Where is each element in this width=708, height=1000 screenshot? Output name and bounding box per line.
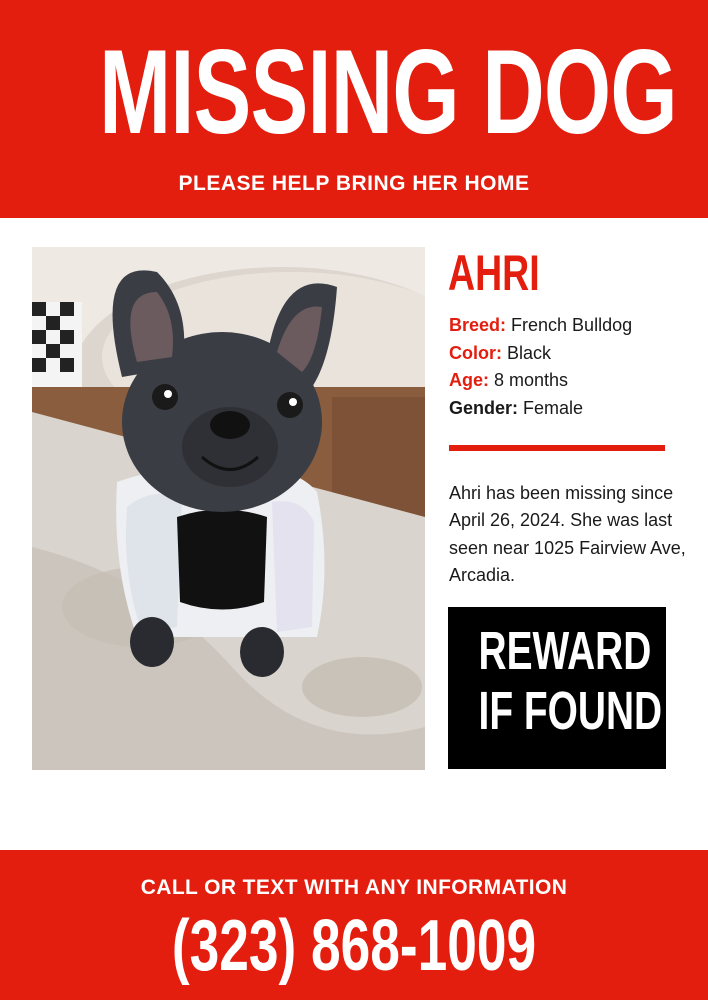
checkered-pillow	[32, 302, 82, 392]
contact-label: CALL OR TEXT WITH ANY INFORMATION	[140, 876, 568, 899]
dog-details	[449, 312, 689, 422]
dog-illustration	[32, 247, 425, 770]
dog-name: AHRI	[448, 245, 540, 301]
page-title: MISSING DOG	[99, 25, 677, 159]
detail-value: French Bulldog	[511, 315, 633, 335]
detail-value: 8 months	[494, 370, 569, 390]
detail-label: Gender:	[449, 397, 519, 418]
subtitle: PLEASE HELP BRING HER HOME	[178, 172, 530, 195]
detail-gender	[449, 395, 689, 423]
detail-age	[449, 367, 689, 395]
detail-color	[449, 340, 689, 368]
detail-label: Breed:	[449, 315, 507, 335]
footer-banner	[0, 850, 708, 1000]
detail-value: Black	[507, 342, 552, 363]
reward-box	[448, 607, 666, 769]
divider	[449, 445, 665, 451]
phone-number[interactable]: (323) 868-1009	[171, 906, 537, 986]
detail-label: Color:	[449, 342, 502, 363]
detail-label: Age:	[449, 370, 489, 390]
dog-photo	[32, 247, 425, 770]
header-banner	[0, 0, 708, 218]
missing-description: Ahri has been missing since April 26, 2024. She was last seen near 1025 Fairview Ave, Arcadia.	[449, 483, 686, 585]
detail-breed	[449, 312, 689, 340]
reward-line-2: IF FOUND	[478, 681, 663, 741]
reward-line-1: REWARD	[478, 621, 652, 681]
detail-value: Female	[523, 397, 584, 418]
